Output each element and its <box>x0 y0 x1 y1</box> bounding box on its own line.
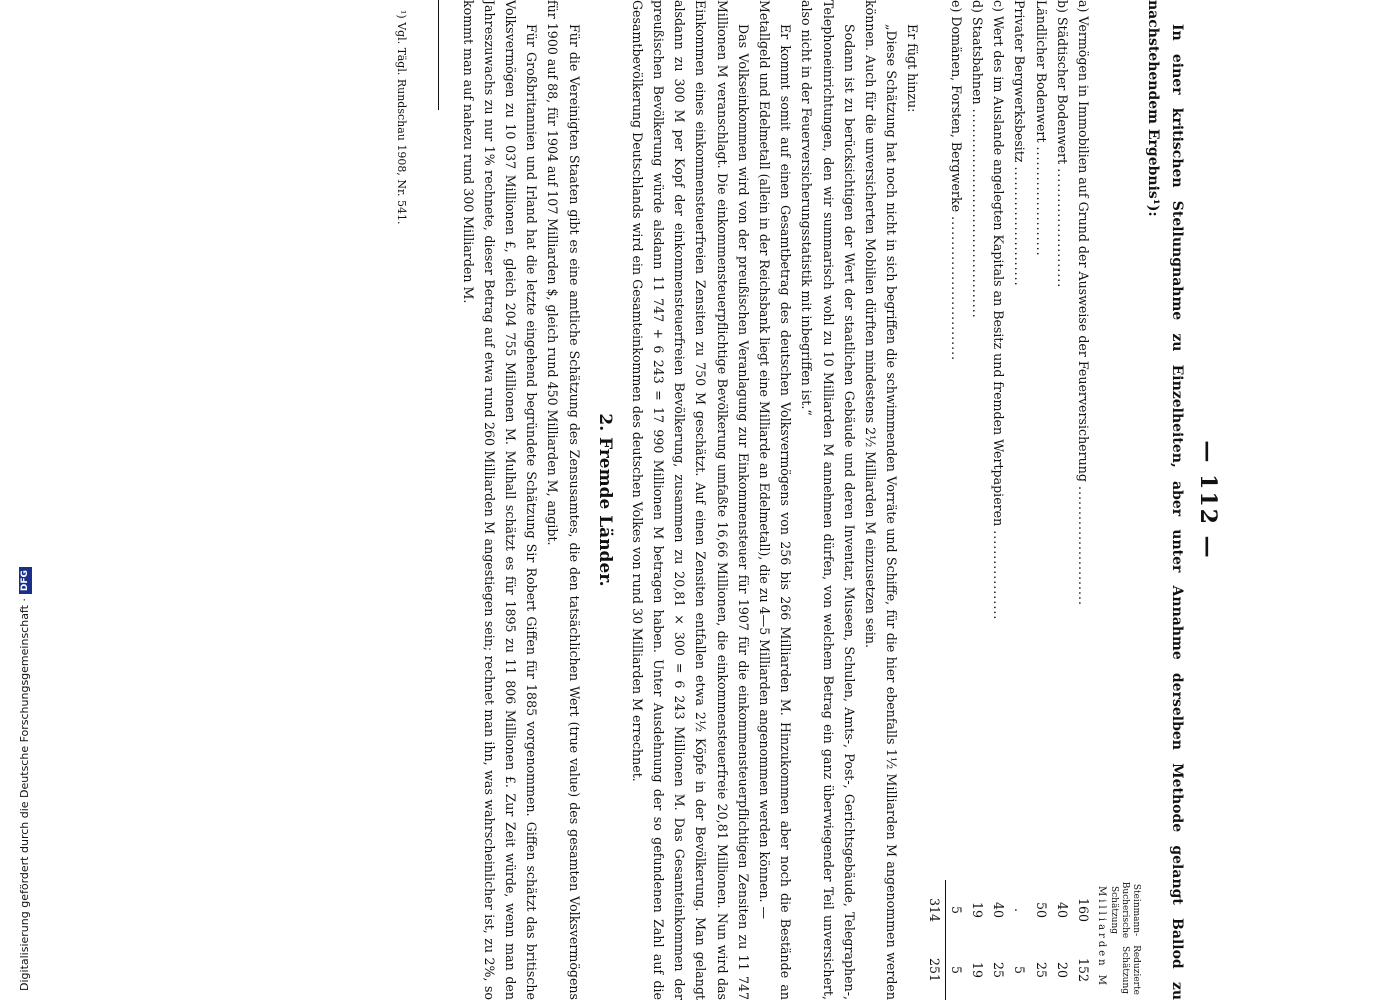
row-value-1: 40 <box>1054 901 1070 919</box>
credit-text: Digitalisierung gefördert durch die Deutsche Forschungsgemeinschaft · <box>18 598 31 991</box>
leader-dots: ........................ <box>1054 168 1070 289</box>
row-value-1: 160 <box>1076 897 1091 923</box>
lead-paragraph: In einer kritischen Stellungnahme zu Einzelheiten, aber unter Annahme derselben Methode gelangt Ballod zu nachstehendem Ergebnis¹): <box>1145 0 1185 1000</box>
footnote: ¹) Vgl. Tägl. Rundschau 1908, Nr. 541. <box>395 10 409 225</box>
table-row <box>1009 0 1030 1000</box>
row-value-2: 25 <box>991 961 1007 979</box>
row-label: d) Staatsbahnen <box>969 0 985 105</box>
body-paragraph: Das Volkseinkommen wird von der preußischen Veranlagung zur Einkommensteuer für 1907 für die einkommensteuerpflichtigen Zensiten zu 11 747 Millionen M veranschlagt. Die einkommensteuerpflichtige Bevölkerung umfaßte 16,66 Millionen, die einkommensteuerfreie 20,81 Millionen. Nun wird das Einkommen eines einkommensteuerfreien Zensiten zu 750 M geschätzt. Auf einen Zensiten entfallen etwa 2½ Köpfe in der Bevölkerung. Man gelangt alsdann zu 300 M per Kopf der einkommensteuerfreien Bevölkerung, zusammen zu 20,81 × 300 = 6 243 Millionen M. Das Gesamteinkommen der preußischen Bevölkerung würde alsdann 11 747 + 6 243 = 17 990 Millionen M betragen haben. Unter Ausdehnung der so gefundenen Zahl auf die Gesamtbevölkerung Deutschlands wird ein Gesamteinkommen des deutschen Volkes von rund 30 Milliarden M errechnet. <box>629 0 751 1000</box>
table-row <box>988 0 1009 1000</box>
row-label: c) Wert des im Auslande angelegten Kapitals an Besitz und fremden Wertpapieren <box>991 0 1007 527</box>
row-value-1: . <box>1012 907 1028 912</box>
total-value-2: 251 <box>923 940 945 1000</box>
body-paragraph: Sodann ist zu berücksichtigen der Wert der staatlichen Gebäude und deren Inventar, Museen, Schulen, Amts-, Post-, Gerichtsgebäude, Telegraphen-, Telephoneinrichtungen, den wir summarisch wohl zu 10 Milliarden M annehmen dürfen, von welchem Betrag ein ganz überwiegender Teil unversichert, also nicht in der Feuerversicherungsstatistik mit inbegriffen ist.“ <box>799 0 857 1000</box>
column-header-1: Steinmann-Bucherische Schätzung <box>1109 881 1141 939</box>
table-row <box>967 0 988 1000</box>
row-label: Ländlicher Bodenwert <box>1033 0 1049 143</box>
table-row <box>1052 0 1073 1000</box>
table-column-headers <box>1108 0 1141 1000</box>
body-paragraph: „Diese Schätzung hat noch nicht in sich begriffen die schwimmenden Vorräte und Schiffe, für die hier ebenfalls 1½ Milliarden M angenommen werden können. Auch für die unversicherten Mobilien dürften mindestens 2½ Milliarden M einzusetzen sein. <box>862 0 900 1000</box>
row-label: Privater Bergwerksbesitz <box>1012 0 1028 163</box>
row-value-1: 19 <box>969 901 985 919</box>
document-page <box>186 0 1221 1000</box>
footnote-rule <box>438 0 439 110</box>
table-row <box>1030 0 1051 1000</box>
row-label: b) Städtischer Bodenwert <box>1054 0 1070 165</box>
dfg-logo: DFG <box>19 567 32 594</box>
page-number: — 112 — <box>1195 440 1221 560</box>
row-label: a) Vermögen in Immobilien auf Grund der Ausweise der Feuerversicherung <box>1076 0 1091 482</box>
section-heading: 2. Fremde Länder. <box>594 413 615 587</box>
leader-dots: ........................ <box>1076 485 1091 607</box>
table-row <box>945 0 967 1000</box>
body-paragraph: Er fügt hinzu: <box>905 24 921 113</box>
column-header-2: Reduzierte Schätzung <box>1120 945 1141 995</box>
row-value-2: 5 <box>948 965 964 974</box>
row-value-2: 19 <box>969 961 985 979</box>
leader-dots: ............................. <box>948 216 964 362</box>
table-row <box>1073 0 1094 1000</box>
row-label: e) Domänen, Forsten, Bergwerke <box>948 0 964 213</box>
digitization-credit <box>18 1 32 991</box>
leader-dots: .......................................... <box>969 108 985 319</box>
section-paragraph: Für Großbritannien und Irland hat die letzte eingehend begründete Schätzung Sir Robert Giffen für 1885 vorgenommen. Giffen schätzt das britische Volksvermögen zu 10 037 Millionen £, gleich 204 755 Millionen M. Mulhall schätzt es für 1895 zu 11 806 Millionen £. Zur Zeit würde, wenn man den Jahreszuwachs zu nur 1% rechnete, dieser Betrag auf etwa rund 260 Milliarden M angestiegen sein; rechnet man ihn, was wahrscheinlicher ist, zu 2%, so kommt man auf nahezu rund 300 Milliarden M. <box>460 0 540 1000</box>
total-value-1: 314 <box>923 880 945 940</box>
section-paragraph: Für die Vereinigten Staaten gibt es eine amtliche Schätzung des Zensusamtes, die den tatsächlichen Wert (true value) des gesamten Volksvermögens für 1900 auf 88, für 1904 auf 107 Milliarden $, gleich rund 450 Milliarden M, angibt. <box>545 0 582 1000</box>
leader-dots: ........................ <box>1012 166 1028 287</box>
table-total-row <box>923 0 945 1000</box>
estimate-table <box>923 0 1094 1000</box>
body-paragraph: Er kommt somit auf einen Gesamtbetrag des deutschen Volksvermögens von 256 bis 266 Milliarden M. Hinzukommen aber noch die Bestände an Metallgeld und Edelmetall (allein in der Reichsbank liegt eine Milliarde an Edelmetall), die zu 4—5 Milliarden angenommen werden können. — <box>756 0 794 1000</box>
leader-dots: ...................... <box>1033 146 1049 257</box>
leader-dots: .................. <box>991 530 1007 621</box>
table-unit: Milliarden M <box>1096 886 1107 988</box>
row-value-2: 152 <box>1076 957 1091 983</box>
row-value-2: 5 <box>1012 965 1028 974</box>
row-value-1: 50 <box>1033 901 1049 919</box>
row-value-1: 40 <box>991 901 1007 919</box>
row-value-1: 5 <box>948 905 964 914</box>
row-value-2: 25 <box>1033 961 1049 979</box>
row-value-2: 20 <box>1054 961 1070 979</box>
